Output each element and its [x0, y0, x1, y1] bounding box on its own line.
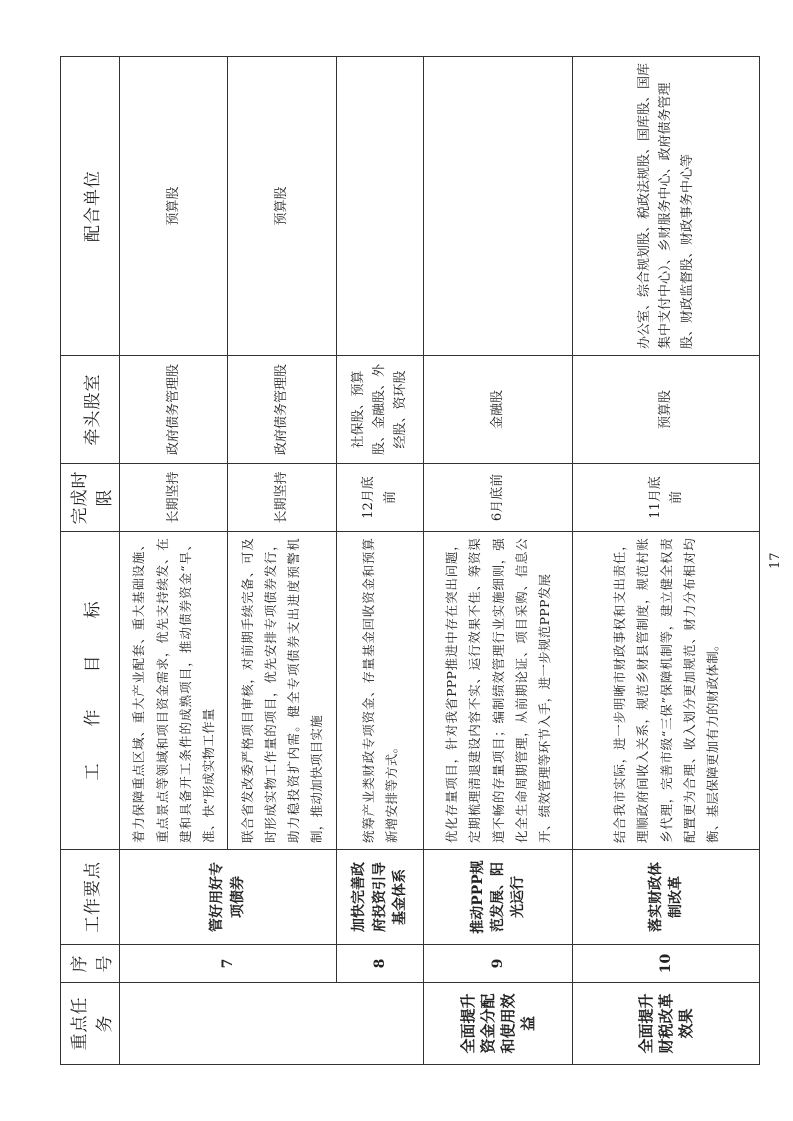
- key-point-cell: 落实财政体制改革: [573, 850, 760, 945]
- number-cell: 10: [573, 945, 760, 983]
- goal-cell: 统筹产业类财政专项资金、存量基金回收资金和预算新增安排等方式。: [336, 532, 423, 850]
- number-cell: 7: [120, 945, 337, 983]
- cooperating-unit-cell: [423, 57, 572, 356]
- key-point-cell: 加快完善政府投资引导基金体系: [336, 850, 423, 945]
- deadline-cell: 12月底前: [336, 464, 423, 532]
- deadline-cell: 长期坚持: [228, 464, 336, 532]
- header-key: 工作要点: [61, 850, 120, 945]
- table-row: [573, 57, 760, 1065]
- table-row: [336, 57, 423, 1065]
- header-time: 完成时限: [61, 464, 120, 532]
- lead-department-cell: 政府债务管理股: [120, 356, 228, 464]
- lead-department-cell: 金融股: [423, 356, 572, 464]
- key-point-cell: 管好用好专项债券: [120, 850, 337, 945]
- header-task: 重点任务: [61, 983, 120, 1065]
- goal-cell: 优化存量项目，针对我省PPP推进中存在突出问题，定期梳理清退建设内容不实、运行效果不佳、筹资渠道不畅的存量项目；编制绩效管理行业实施细则，强化全生命周期管理，从前期论证、项目采购、信息公开、绩效管理等环节入手，进一步规范PPP发展: [423, 532, 572, 850]
- task-cell: 全面提升财税改革效果: [573, 983, 760, 1065]
- header-co: 配合单位: [61, 57, 120, 356]
- lead-department-cell: 政府债务管理股: [228, 356, 336, 464]
- task-cell: [120, 983, 424, 1065]
- table-header-row: [61, 57, 120, 1065]
- cooperating-unit-cell: 办公室、综合规划股、税政法规股、国库股、国库集中支付中心）、乡财服务中心、政府债务管理股、财政监督股、财政事务中心等: [573, 57, 760, 356]
- cooperating-unit-cell: 预算股: [120, 57, 228, 356]
- header-goal: 工 作 目 标: [61, 532, 120, 850]
- cooperating-unit-cell: 预算股: [228, 57, 336, 356]
- task-cell: 全面提升资金分配和使用效益: [423, 983, 572, 1065]
- table-row: [120, 57, 228, 1065]
- goal-cell: 结合我市实际，进一步明晰市财政事权和支出责任，理顺政府间收入关系，规范乡财县管制度，规范村账乡代理，完善市级“三保”保障机制等，建立健全权责配置更为合理、收入划分更加规范、财力分布相对均衡、基层保障更加有力的财政体制。: [573, 532, 760, 850]
- lead-department-cell: 预算股: [573, 356, 760, 464]
- lead-department-cell: 社保股、预算股、金融股、外经股、资环股: [336, 356, 423, 464]
- deadline-cell: 长期坚持: [120, 464, 228, 532]
- number-cell: 8: [336, 945, 423, 983]
- task-table: [60, 56, 760, 1065]
- table-row: [423, 57, 572, 1065]
- key-point-cell: 推动PPP规范发展、阳光运行: [423, 850, 572, 945]
- page-number: 17: [768, 552, 783, 569]
- goal-cell: 联合省发改委严格项目审核，对前期手续完备、可及时形成实物工作量的项目，优先安排专项债券发行，助力稳投资扩内需。健全专项债券支出进度预警机制，推动加快项目实施: [228, 532, 336, 850]
- cooperating-unit-cell: [336, 57, 423, 356]
- header-lead: 牵头股室: [61, 356, 120, 464]
- goal-cell: 着力保障重点区域、重大产业配套、重大基础设施、重点景点等领域和项目资金需求，优先支持续发、在建和具备开工条件的成熟项目，推动债券资金“早、准、快”形成实物工作量: [120, 532, 228, 850]
- deadline-cell: 6月底前: [423, 464, 572, 532]
- deadline-cell: 11月底前: [573, 464, 760, 532]
- header-no: 序号: [61, 945, 120, 983]
- number-cell: 9: [423, 945, 572, 983]
